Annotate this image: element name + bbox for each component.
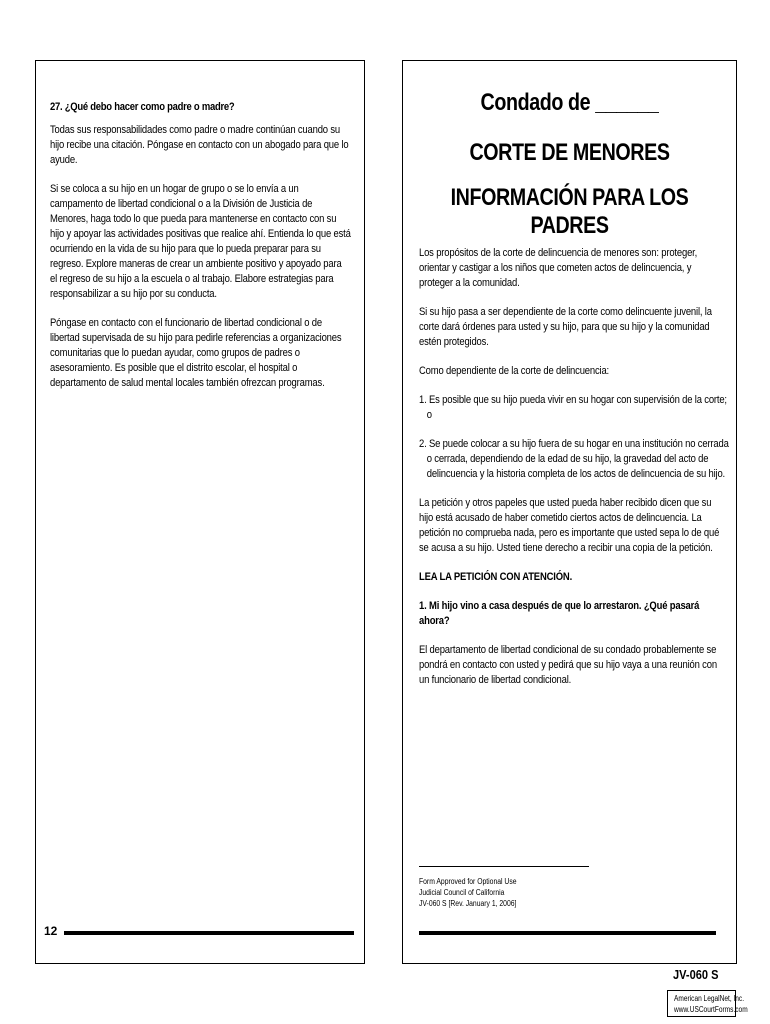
- left-paragraph: Todas sus responsabilidades como padre o madre continúan cuando su hijo recibe una citación. Póngase en contacto con un abogado para que lo ayude.: [50, 124, 349, 166]
- publisher-box: [667, 990, 748, 1017]
- list-item: 1. Es posible que su hijo pueda vivir en su hogar con supervisión de la corte; o: [419, 394, 727, 421]
- court-title: CORTE DE MENORES: [469, 139, 670, 166]
- info-title: INFORMACIÓN PARA LOS PADRES: [450, 184, 689, 239]
- answer-1-paragraph: El departamento de libertad condicional de su condado probablemente se pondrá en contacto con usted y pedirá que su hijo vaya a una reunión con un funcionario de libertad condicional.: [419, 644, 717, 686]
- petition-paragraph: La petición y otros papeles que usted pueda haber recibido dicen que su hijo está acusado de haber cometido ciertos actos de delincuencia. La petición no comprueba nada, pero es importante que usted sepa lo de qué se acusa a su hijo. Usted tiene derecho a recibir una copia de la petición.: [419, 497, 720, 554]
- form-note-rule: [419, 866, 589, 867]
- form-note-line: Judicial Council of California: [419, 888, 505, 897]
- read-notice: LEA LA PETICIÓN CON ATENCIÓN.: [419, 571, 573, 583]
- left-page-panel: [35, 60, 365, 964]
- footer-divider: [419, 931, 716, 935]
- left-paragraph: Si se coloca a su hijo en un hogar de grupo o se lo envía a un campamento de libertad condicional o a la División de Justicia de Menores, haga todo lo que pueda para mantenerse en contacto con su hijo y apoyar las actividades positivas que realice ahí. Entienda lo que está ocurriendo en la vida de su hijo para que lo pueda preparar para su regreso. Explore maneras de crear un ambiente positivo y apoyado para el regreso de su hijo a la escuela o al trabajo. Elabore estrategias para responsabilizar a su hijo por su conducta.: [50, 183, 351, 300]
- question-1-heading: 1. Mi hijo vino a casa después de que lo arrestaron. ¿Qué pasará ahora?: [419, 600, 700, 627]
- form-note-line: JV-060 S [Rev. January 1, 2006]: [419, 899, 517, 908]
- question-27-heading: 27. ¿Qué debo hacer como padre o madre?: [50, 101, 235, 113]
- form-note-line: Form Approved for Optional Use: [419, 877, 517, 886]
- right-paragraph: Como dependiente de la corte de delincuencia:: [419, 365, 610, 377]
- county-title: Condado de ______: [480, 89, 659, 116]
- list-item: 2. Se puede colocar a su hijo fuera de su hogar en una institución no cerrada o cerrada, dependiendo de la edad de su hijo, la gravedad del acto de delincuencia y la historia completa de los actos de delincuencia de su hijo.: [419, 438, 729, 480]
- form-id: JV-060 S: [673, 967, 719, 982]
- right-page-content: [419, 246, 729, 702]
- page-number: 12: [44, 924, 58, 938]
- publisher-url: www.USCourtForms.com: [674, 1005, 748, 1014]
- right-paragraph: Los propósitos de la corte de delincuencia de menores son: proteger, orientar y castigar a los niños que cometen actos de delincuencia, y proteger a la comunidad.: [419, 247, 698, 289]
- right-page-panel: [402, 60, 737, 964]
- right-paragraph: Si su hijo pasa a ser dependiente de la corte como delincuente juvenil, la corte dará órdenes para usted y su hijo, para que su hijo y la comunidad estén protegidos.: [419, 306, 712, 348]
- left-page-content: [50, 101, 350, 405]
- form-approval-note: [419, 876, 517, 909]
- left-paragraph: Póngase en contacto con el funcionario de libertad condicional o de libertad supervisada de su hijo para pedirle referencias a organizaciones comunitarias que lo puedan ayudar, como grupos de padres o asesoramiento. Es posible que el distrito escolar, el hospital o departamento de salud mental locales también ofrezcan programas.: [50, 317, 342, 389]
- publisher-name: American LegalNet, Inc.: [674, 994, 745, 1003]
- footer-divider: [64, 931, 354, 935]
